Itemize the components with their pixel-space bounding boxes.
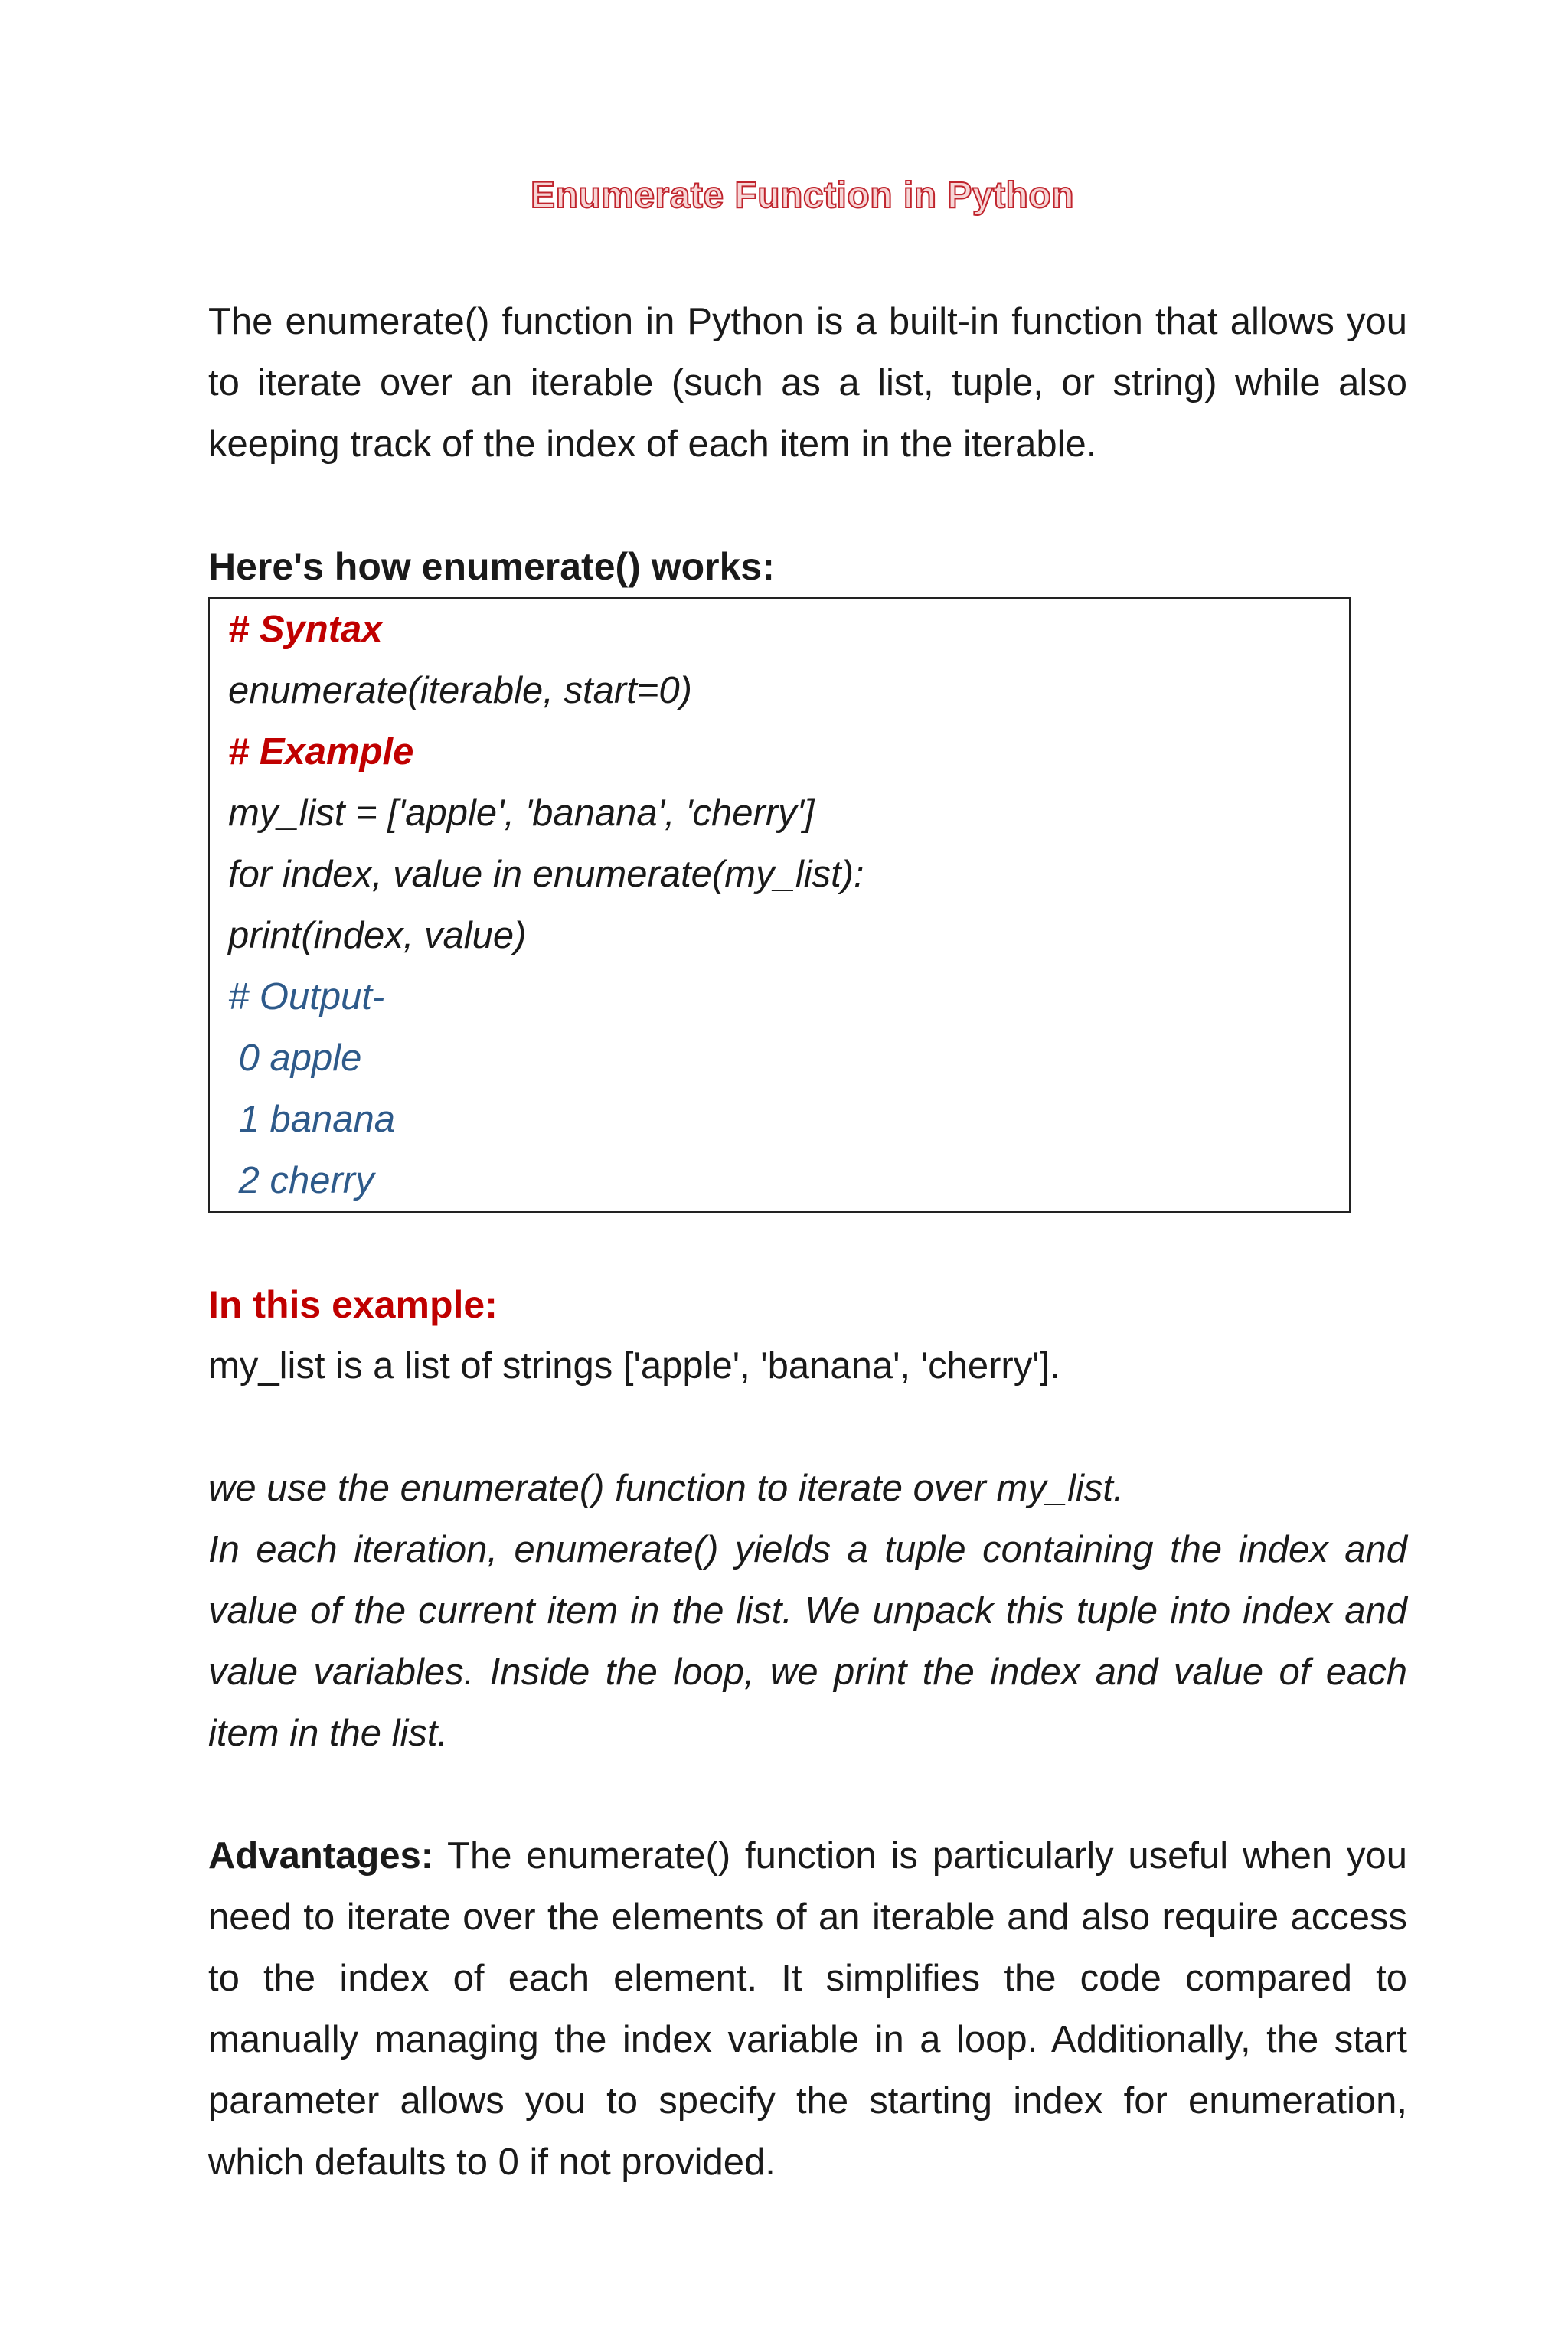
spacer [208, 475, 1407, 536]
code-syntax-line: enumerate(iterable, start=0) [228, 670, 692, 711]
document-body [208, 291, 1407, 2193]
example-heading: In this example: [208, 1283, 498, 1326]
how-heading: Here's how enumerate() works: [208, 545, 775, 588]
code-comment-output: # Output- [228, 976, 385, 1018]
spacer [208, 1396, 1407, 1458]
code-output-line: 1 banana [228, 1099, 395, 1140]
intro-paragraph: The enumerate() function in Python is a built-in function that allows you to iterate over an iterable (such as a list, tuple, or string) while also keeping track of the index of each item in the iterable. [208, 301, 1407, 465]
advantages-label: Advantages: [208, 1835, 434, 1877]
code-block [208, 597, 1351, 1213]
explanation-paragraph: In each iteration, enumerate() yields a tuple containing the index and value of the current item in the list. We unpack this tuple into index and value variables. Inside the loop, we print the index and value of each item in the list. [208, 1529, 1407, 1754]
code-comment-example: # Example [228, 731, 414, 773]
advantages-paragraph [208, 1825, 1407, 2193]
code-output-line: 0 apple [228, 1037, 362, 1079]
code-comment-syntax: # Syntax [228, 609, 383, 650]
code-example-line: my_list = ['apple', 'banana', 'cherry'] [228, 792, 815, 834]
spacer [208, 1764, 1407, 1825]
code-example-line: print(index, value) [228, 915, 527, 956]
advantages-text: The enumerate() function is particularly useful when you need to iterate over the elements of an iterable and also require access to the index of each element. It simplifies the code compared to manually managing the index variable in a loop. Additionally, the start parameter allows you to specify the starting index for enumeration, which defaults to 0 if not provided. [208, 1835, 1407, 2183]
explanation-line: we use the enumerate() function to iterate over my_list. [208, 1468, 1124, 1509]
code-output-line: 2 cherry [228, 1160, 374, 1201]
example-description: my_list is a list of strings ['apple', 'banana', 'cherry']. [208, 1345, 1060, 1387]
page-title: Enumerate Function in Python [530, 175, 1075, 216]
spacer [208, 1213, 1407, 1274]
code-example-line: for index, value in enumerate(my_list): [228, 854, 864, 895]
